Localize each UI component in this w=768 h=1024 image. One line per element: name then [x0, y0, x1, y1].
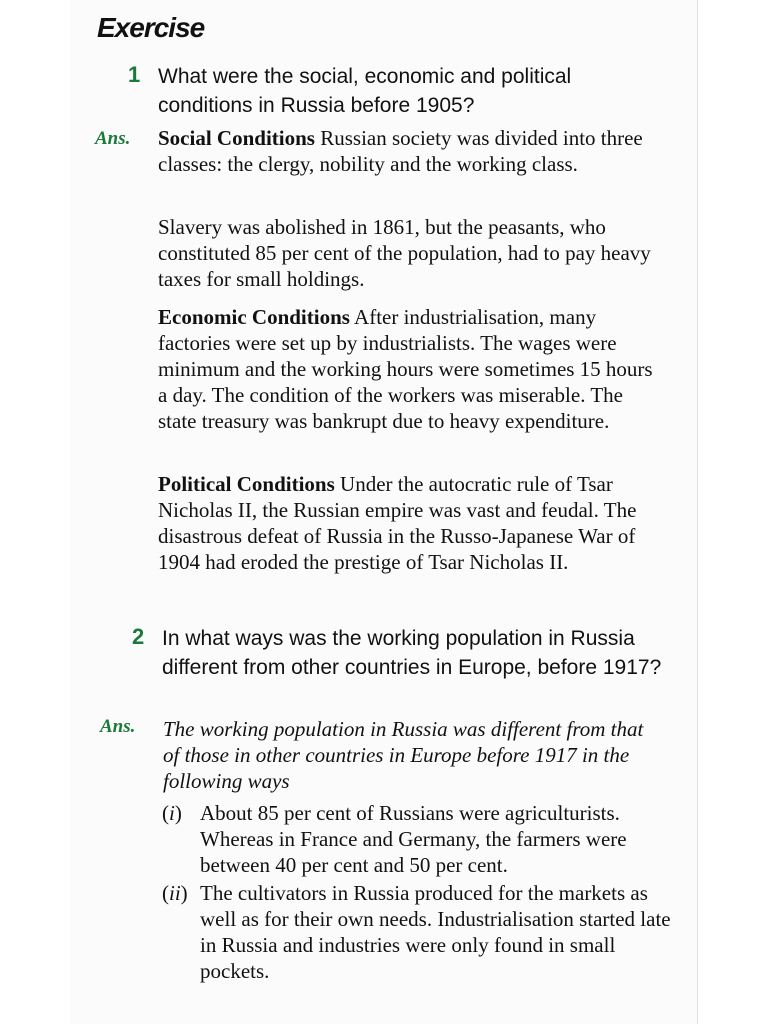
- answer-2-item-ii: [162, 880, 672, 984]
- answer-2-item-i: [162, 800, 672, 878]
- item-ii-number: (ii): [162, 881, 188, 905]
- economic-conditions-text: After industrialisation, many factories were set up by industrialists. The wages were minimum and the working hours were sometimes 15 hours a day. The condition of the workers was miserable. The state treasury was bankrupt due to heavy expenditure.: [158, 305, 653, 433]
- answer-1-economic-conditions: [158, 304, 666, 434]
- question-2-text: In what ways was the working population in Russia different from other countries in Europe, before 1917?: [162, 627, 662, 679]
- item-i-number: (i): [162, 801, 182, 825]
- social-conditions-text: Russian society was divided into three classes: the clergy, nobility and the working class.: [158, 126, 643, 176]
- question-2-number: 2: [132, 624, 145, 649]
- answer-1-social-conditions: [158, 125, 666, 177]
- political-conditions-heading: Political Conditions: [158, 472, 335, 496]
- page-edge-divider: [697, 0, 698, 1024]
- social-conditions-heading: Social Conditions: [158, 126, 315, 150]
- answer-1-political-conditions: [158, 471, 666, 575]
- question-1-text: What were the social, economic and political conditions in Russia before 1905?: [158, 65, 572, 117]
- political-conditions-text: Under the autocratic rule of Tsar Nicholas II, the Russian empire was vast and feudal. The disastrous defeat of Russia in the Russo-Japanese War of 1904 had eroded the prestige of Tsar Nicholas II.: [158, 472, 637, 574]
- answer-1-slavery-paragraph: [158, 214, 666, 292]
- page-title: Exercise: [97, 12, 205, 43]
- answer-2-intro: The working population in Russia was different from that of those in other countries in Europe before 1917 in the following ways: [163, 717, 644, 793]
- answer-2-label: Ans.: [100, 716, 136, 737]
- question-1-number: 1: [128, 62, 141, 87]
- answer-1-label: Ans.: [95, 128, 131, 149]
- economic-conditions-heading: Economic Conditions: [158, 305, 350, 329]
- item-ii-text: The cultivators in Russia produced for the markets as well as for their own needs. Industrialisation started late in Russia and industries were only found in small pockets.: [200, 881, 671, 983]
- slavery-text: Slavery was abolished in 1861, but the peasants, who constituted 85 per cent of the population, had to pay heavy taxes for small holdings.: [158, 215, 651, 291]
- item-i-text: About 85 per cent of Russians were agriculturists. Whereas in France and Germany, the farmers were between 40 per cent and 50 per cent.: [200, 801, 627, 877]
